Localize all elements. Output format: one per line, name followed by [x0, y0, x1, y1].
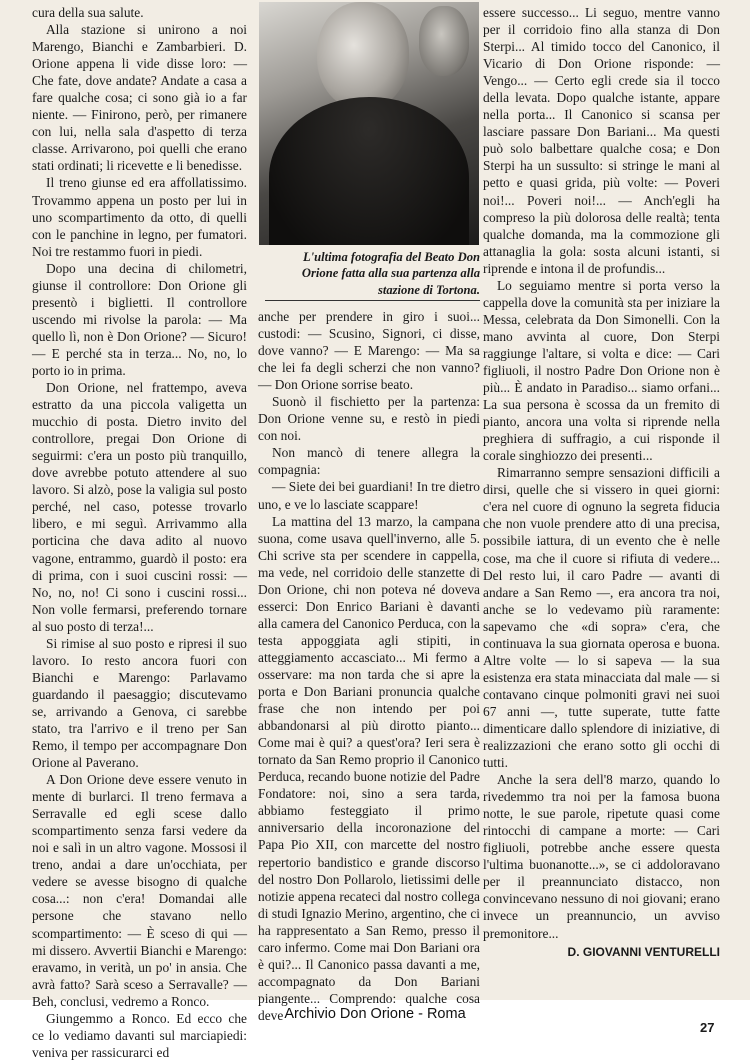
paragraph: Suonò il fischietto per la partenza: Don Orione venne su, e restò in piedi con noi. [258, 394, 480, 444]
paragraph: essere successo... Li seguo, mentre vanno per il corridoio fino alla stanza di Don Sterpi... Al timido tocco del Canonico, il Vicario di Don Orione risponde: — Vengo... — Certo egli crede sia il tocco della levata. Dopo qualche istante, appare nella porta... Il Canonico si scansa per lasciare passare Don Bariani... Ma questi può solo balbettare qualche cosa; e Don Sterpi ha un sussulto: si stringe le mani al petto e quasi grida, più volte: — Poveri noi!... Poveri noi!... — Anch'egli ha compreso la più dolorosa delle realtà; tenta qualche domanda, ma la commozione gli attanaglia la gola: sosta alcuni istanti, si riprende e intona il de profundis... [483, 5, 720, 276]
article-column-1 [32, 4, 247, 1061]
article-column-2 [258, 308, 480, 1024]
paragraph: Alla stazione si unirono a noi Marengo, Bianchi e Zambarbieri. D. Orione appena li vide disse loro: — Che fate, dove andate? Andate a casa a fare qualche cosa; ci sono già io a far niente. — Finirono, però, per rimanere con lui, nella sala d'aspetto di terza classe. Arrivarono, poi quelli che erano stati ordinati; li ricevette e li benedisse. [32, 22, 247, 174]
author-signature: D. GIOVANNI VENTURELLI [567, 944, 720, 959]
article-column-3 [483, 4, 720, 961]
photo-portrait-icon [259, 2, 479, 245]
paragraph: Don Orione, nel frattempo, aveva estratto da una piccola valigetta un mucchio di posta. Dietro invito del controllore, pregai Don Orione di seguirmi: c'era un posto più tranquillo, dove avrebbe potuto attendere al suo lavoro. Si alzò, pose la valigia sul posto perché, nel caso, potesse trovarlo libero, e mi seguì. Arrivammo alla porticina che dava adito al nuovo vagone, entrammo, guardò il posto: era di prima, con i suoi cuscini rossi: — No, no, no! Ci sono i cuscini rossi... Non volle fermarsi, preferendo tornare al suo posto di terza!... [32, 380, 247, 634]
paragraph: Rimarranno sempre sensazioni difficili a dirsi, quelle che si vissero in quei giorni: c'era nel cuore di ognuno la segreta fiducia che non vuole prendere atto di una precisa, possibile iattura, di un evento che è nelle cose, ma che il cuore si rifiuta di vedere... Del resto lui, il caro Padre — avanti di andare a San Remo —, era ancora tra noi, anche se lo vedevamo più raramente: sapevamo che «di sopra» c'era, che continuava la sua giornata operosa e buona. Altre volte — lo si sapeva — la sua esistenza era stata minacciata dal male — si contavano cinque polmoniti gravi nei suoi 67 anni —, tutte superate, tutte fatte dimenticare dallo splendore di iniziative, di realizzazioni che erano sotto gli occhi di tutti. [483, 465, 720, 771]
archive-footer: Archivio Don Orione - Roma [284, 1006, 466, 1022]
caption-rule [265, 300, 480, 301]
paragraph: cura della sua salute. [32, 5, 144, 20]
paragraph: — Siete dei bei guardiani! In tre dietro uno, e ve lo lasciate scappare! [258, 479, 480, 512]
paragraph: Giungemmo a Ronco. Ed ecco che ce lo vediamo davanti sul marciapiedi: veniva per rassicurarci ed [32, 1010, 247, 1060]
paragraph: Si rimise al suo posto e ripresi il suo lavoro. Io resto ancora fuori con Bianchi e Marengo: Parlavamo guardando il paesaggio; discutevamo se, arrivando a Genova, ci sarebbe stato, tra l'arrivo e il treno per San Remo, il tempo per accompagnare Don Orione al Paverano. [32, 635, 247, 771]
paragraph: Dopo una decina di chilometri, giunse il controllore: Don Orione gli presentò i biglietti. Il controllore uscendo mi rivolse la parola: — Ma quello lì, non è Don Orione? — Sicuro! — E perché sta in terza... No, no, lo porto io in prima. [32, 260, 247, 378]
paragraph: Non mancò di tenere allegra la compagnia: [258, 445, 480, 478]
paragraph: La mattina del 13 marzo, la campana suona, come usava quell'inverno, alle 5. Chi scrive sta per scendere in cappella, ma vede, nel corridoio delle stanzette di Don Orione, chi non poteva né doveva esserci: Don Enrico Bariani è davanti alla camera del Canonico Perduca, con la testa appoggiata agli stipiti, in atteggiamento accasciato... Mi fermo a osservare: ma non tarda che si apre la porta e Don Bariani pronuncia qualche frase che non intendo per poi abbandonarsi al più dirotto pianto... Come mai è qui? a quest'ora? Ieri sera è tornato da San Remo proprio il Canonico Perduca, recando buone notizie del Padre Fondatore: noi, sino a sera tarda, abbiamo festeggiato il primo anniversario della incoronazione del Papa Pio XII, con marcette del nostro repertorio bandistico e grande discorso del nostro Don Pollarolo, lietissimi delle notizie appena recateci dal nostro collega di studi Ignazio Merino, argentino, che ci ha rappresentato a San Remo, presso il caro infermo. Come mai Don Bariani ora è qui?... Il Canonico passa davanti a me, accompagnato da Don Bariani piangente... Comprendo: qualche cosa deve [258, 513, 480, 1023]
paragraph: anche per prendere in giro i suoi... custodi: — Scusino, Signori, ci disse, dove vanno? — E Marengo: — Ma sa che lei fa degli scherzi che non vanno? — Don Orione sorrise beato. [258, 309, 480, 393]
paragraph: A Don Orione deve essere venuto in mente di burlarci. Il treno fermava a Serravalle ed egli scese dallo scompartimento senza farsi vedere da noi e salì in un altro vagone. Mossosi il treno, andai a dare un'occhiata, per vedere se avesse bisogno di qualche cosa...: non c'era! Domandai alle persone che stavano nello scompartimento: — È sceso di qui — mi dissero. Avvertii Bianchi e Marengo: eravamo, in verità, un po' in ansia. Che avrà fatto? Sarà sceso a Serravalle? — Beh, conclusi, vedremo a Ronco. [32, 772, 247, 1009]
caption-text: L'ultima fotografia del Beato Don Orione fatta alla sua partenza alla stazione di Tortona. [301, 250, 480, 297]
paragraph: Anche la sera dell'8 marzo, quando lo rivedemmo tra noi per la famosa buona notte, le sue parole, ripetute quasi come rintocchi di campane a morte: — Cari figliuoli, potrebbe anche essere questa l'ultima buonanotte...», se ci addoloravano per il preannunciato distacco, non convincevano nessuno di noi giovani; erano invece un preannuncio, un avviso premonitore... [483, 772, 720, 941]
photo-caption [265, 249, 480, 301]
page-number: 27 [700, 1020, 715, 1035]
paragraph: Il treno giunse ed era affollatissimo. Trovammo appena un posto per lui in uno scompartimento da otto, di quelli con le panchine in legno, per fumatori. Noi tre restammo fuori in piedi. [32, 175, 247, 259]
paragraph: Lo seguiamo mentre si porta verso la cappella dove la comunità sta per iniziare la Messa, celebrata da Don Simonelli. Con la mano avvinta al cuore, Don Sterpi raggiunge l'altare, si volta e dice: — Cari figliuoli, il nostro Padre Don Orione non è più... È andato in Paradiso... siamo orfani... La sua persona è scossa da un fremito di pianto, ancora una volta si riprende nella preghiera di suffragio, a cui risponde il corale singhiozzo dei presenti... [483, 277, 720, 464]
